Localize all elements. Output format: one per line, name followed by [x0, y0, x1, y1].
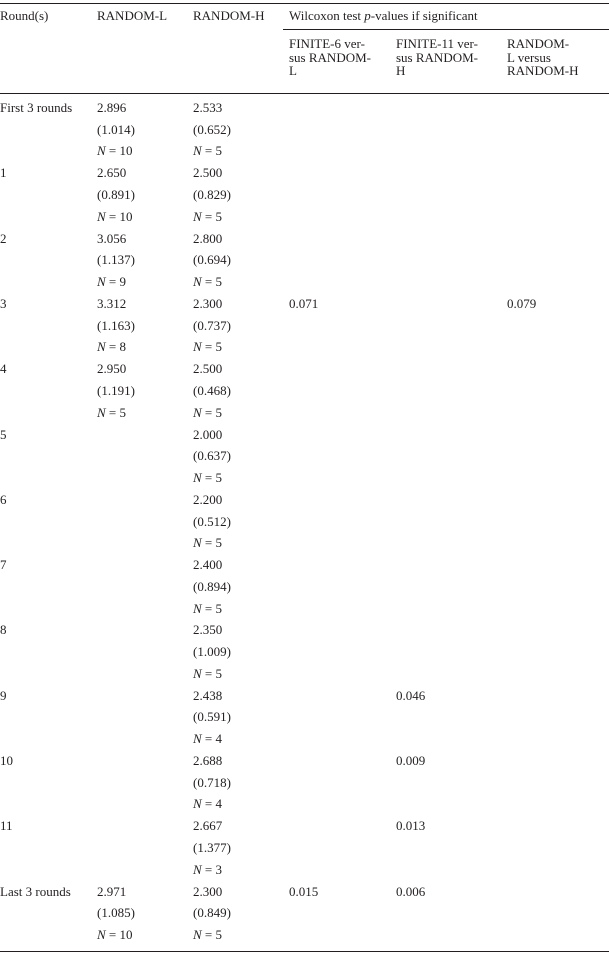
- random-h-n: [193, 928, 222, 942]
- subheader-random-l-vs-random-h-line: L versus: [507, 49, 551, 65]
- random-l-n: [97, 928, 133, 942]
- n-symbol: N: [193, 731, 202, 747]
- bottom-rule: [0, 951, 609, 952]
- n-equals: =: [105, 339, 120, 355]
- n-value: 5: [215, 665, 223, 681]
- p-value-finite6-vs-random-l: 0.071: [289, 295, 319, 311]
- random-h-sd: (0.829): [193, 187, 231, 202]
- random-l-n: [97, 210, 133, 224]
- n-symbol: N: [97, 927, 106, 942]
- random-h-mean: 2.400: [193, 557, 223, 573]
- header-round: Round(s): [0, 8, 49, 23]
- n-symbol: N: [193, 927, 202, 942]
- random-l-sd: (1.085): [97, 905, 135, 921]
- n-equals: =: [201, 927, 216, 942]
- random-h-n: [193, 210, 222, 224]
- header-random-h: RANDOM-H: [193, 8, 265, 23]
- random-l-sd: (0.891): [97, 187, 135, 202]
- n-equals: =: [201, 731, 216, 747]
- random-h-n: [193, 797, 222, 811]
- n-symbol: N: [193, 796, 202, 812]
- n-value: 9: [119, 274, 127, 289]
- p-value-random-l-vs-random-h: 0.079: [507, 295, 537, 311]
- n-value: 10: [119, 143, 133, 159]
- p-value-finite11-vs-random-h: 0.046: [396, 687, 426, 703]
- random-h-mean: 2.300: [193, 295, 223, 311]
- random-h-sd: (0.652): [193, 121, 231, 137]
- subheader-finite6-vs-random-l-line: L: [289, 63, 297, 78]
- random-h-n: [193, 602, 222, 616]
- n-value: 5: [215, 535, 223, 551]
- n-value: 3: [215, 861, 223, 877]
- n-equals: =: [201, 404, 216, 420]
- row-label: 5: [0, 426, 7, 442]
- random-h-sd: (1.009): [193, 644, 231, 660]
- header-wilcoxon-suffix: -values if significant: [370, 8, 478, 23]
- n-equals: =: [201, 861, 216, 877]
- random-l-n: [97, 406, 126, 420]
- subheader-finite6-vs-random-l-line: FINITE-6 ver-: [289, 36, 365, 51]
- top-rule: [0, 3, 609, 4]
- random-h-n: [193, 144, 222, 158]
- n-symbol: N: [193, 274, 202, 289]
- n-symbol: N: [193, 469, 202, 485]
- n-equals: =: [105, 143, 120, 159]
- random-h-mean: 2.688: [193, 753, 223, 768]
- n-symbol: N: [97, 339, 106, 355]
- n-symbol: N: [193, 600, 202, 616]
- n-value: 4: [215, 731, 223, 747]
- n-value: 5: [215, 143, 223, 159]
- random-h-n: [193, 536, 222, 550]
- random-h-sd: (0.737): [193, 317, 231, 333]
- random-l-mean: 3.056: [97, 230, 127, 246]
- random-h-sd: (0.468): [193, 382, 231, 398]
- random-l-mean: 2.971: [97, 883, 127, 899]
- n-equals: =: [201, 274, 216, 289]
- random-h-mean: 2.300: [193, 883, 223, 899]
- row-label: 4: [0, 361, 7, 377]
- n-symbol: N: [97, 143, 106, 159]
- n-equals: =: [201, 600, 216, 616]
- n-symbol: N: [97, 274, 106, 289]
- p-value-finite11-vs-random-h: 0.006: [396, 883, 426, 899]
- n-equals: =: [201, 469, 216, 485]
- random-h-sd: (0.849): [193, 905, 231, 921]
- random-h-mean: 2.438: [193, 687, 223, 703]
- random-l-mean: 3.312: [97, 295, 127, 311]
- header-wilcoxon-p: p: [364, 8, 371, 23]
- subheader-finite11-vs-random-h-line: sus RANDOM-: [396, 49, 478, 65]
- subheader-finite11-vs-random-h-line: H: [396, 63, 406, 78]
- row-label: 8: [0, 622, 7, 638]
- n-value: 5: [215, 404, 223, 420]
- random-h-sd: (0.718): [193, 774, 231, 790]
- random-h-sd: (0.591): [193, 709, 231, 725]
- n-equals: =: [201, 339, 216, 355]
- n-value: 5: [215, 274, 223, 289]
- random-h-sd: (0.694): [193, 252, 231, 268]
- random-h-n: [193, 406, 222, 420]
- random-h-sd: (0.512): [193, 513, 231, 529]
- n-symbol: N: [193, 208, 202, 224]
- wilcoxon-subrule: [283, 29, 609, 30]
- row-label: 6: [0, 491, 7, 507]
- n-equals: =: [201, 535, 216, 551]
- n-equals: =: [201, 208, 216, 224]
- random-h-n: [193, 667, 222, 681]
- row-label: 9: [0, 687, 7, 703]
- subheader-finite6-vs-random-l-line: sus RANDOM-: [289, 49, 371, 65]
- n-value: 5: [215, 469, 223, 485]
- row-label: First 3 rounds: [0, 100, 73, 115]
- n-value: 5: [119, 404, 127, 420]
- n-value: 5: [215, 339, 223, 355]
- n-equals: =: [201, 796, 216, 812]
- header-random-l: RANDOM-L: [97, 8, 168, 23]
- random-h-n: [193, 275, 222, 289]
- n-equals: =: [201, 143, 216, 159]
- n-symbol: N: [193, 665, 202, 681]
- row-label: Last 3 rounds: [0, 883, 71, 899]
- p-value-finite11-vs-random-h: 0.009: [396, 753, 426, 768]
- random-l-sd: (1.014): [97, 121, 135, 137]
- random-l-n: [97, 144, 133, 158]
- n-symbol: N: [193, 339, 202, 355]
- random-h-n: [193, 471, 222, 485]
- random-l-mean: 2.896: [97, 100, 127, 115]
- n-value: 10: [119, 927, 133, 942]
- random-h-sd: (0.894): [193, 578, 231, 594]
- subheader-random-l-vs-random-h-line: RANDOM-: [507, 36, 570, 51]
- random-h-mean: 2.500: [193, 361, 223, 377]
- random-l-sd: (1.163): [97, 317, 135, 333]
- random-h-mean: 2.533: [193, 100, 223, 115]
- n-value: 5: [215, 600, 223, 616]
- random-h-sd: (1.377): [193, 840, 231, 855]
- random-h-mean: 2.500: [193, 165, 223, 181]
- random-l-mean: 2.950: [97, 361, 127, 377]
- header-rule: [0, 93, 609, 94]
- n-symbol: N: [97, 404, 106, 420]
- n-equals: =: [201, 665, 216, 681]
- subheader-random-l-vs-random-h-line: RANDOM-H: [507, 63, 579, 78]
- random-h-mean: 2.800: [193, 230, 223, 246]
- n-value: 8: [119, 339, 127, 355]
- n-equals: =: [105, 927, 120, 942]
- random-l-n: [97, 340, 126, 354]
- random-h-mean: 2.200: [193, 491, 223, 507]
- random-l-n: [97, 275, 126, 289]
- row-label: 1: [0, 165, 7, 181]
- random-h-sd: (0.637): [193, 448, 231, 464]
- random-h-mean: 2.667: [193, 818, 223, 834]
- p-value-finite6-vs-random-l: 0.015: [289, 883, 319, 899]
- n-equals: =: [105, 274, 120, 289]
- n-value: 4: [215, 796, 223, 812]
- random-l-sd: (1.191): [97, 382, 135, 398]
- n-value: 5: [215, 927, 223, 942]
- random-h-n: [193, 340, 222, 354]
- random-h-mean: 2.000: [193, 426, 223, 442]
- n-symbol: N: [193, 404, 202, 420]
- n-symbol: N: [193, 535, 202, 551]
- row-label: 3: [0, 295, 7, 311]
- n-symbol: N: [193, 143, 202, 159]
- row-label: 10: [0, 753, 13, 768]
- row-label: 11: [0, 818, 13, 834]
- row-label: 7: [0, 557, 7, 573]
- random-h-n: [193, 732, 222, 746]
- n-symbol: N: [193, 861, 202, 877]
- subheader-finite11-vs-random-h-line: FINITE-11 ver-: [396, 36, 478, 51]
- random-h-mean: 2.350: [193, 622, 223, 638]
- row-label: 2: [0, 230, 7, 246]
- p-value-finite11-vs-random-h: 0.013: [396, 818, 426, 834]
- random-l-sd: (1.137): [97, 252, 135, 268]
- random-h-n: [193, 863, 222, 877]
- n-value: 10: [119, 208, 133, 224]
- random-l-mean: 2.650: [97, 165, 127, 181]
- header-wilcoxon-prefix: Wilcoxon test: [289, 8, 365, 23]
- n-symbol: N: [97, 208, 106, 224]
- header-wilcoxon: [289, 9, 478, 23]
- n-equals: =: [105, 208, 120, 224]
- n-equals: =: [105, 404, 120, 420]
- n-value: 5: [215, 208, 223, 224]
